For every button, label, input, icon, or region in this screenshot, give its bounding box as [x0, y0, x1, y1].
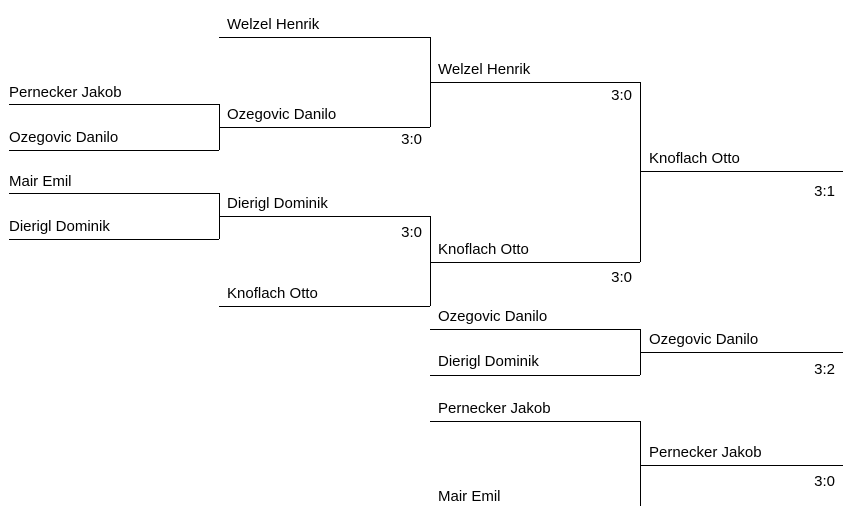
r2-player-2: Ozegovic Danilo [227, 106, 337, 123]
r2-line-4 [219, 306, 430, 307]
r1-player-4: Dierigl Dominik [9, 218, 110, 235]
sf-score-1: 3:0 [611, 87, 632, 104]
third-winner-line [640, 352, 843, 353]
r2-player-4: Knoflach Otto [227, 285, 318, 302]
third-player-2: Dierigl Dominik [438, 353, 539, 370]
r2-line-1 [219, 37, 430, 38]
r1-line-4 [9, 239, 219, 240]
fifth-line-1 [430, 421, 640, 422]
sf-connector [640, 82, 641, 262]
third-score: 3:2 [814, 361, 835, 378]
fifth-winner-line [640, 465, 843, 466]
fifth-winner: Pernecker Jakob [649, 444, 762, 461]
sf-player-1: Welzel Henrik [438, 61, 531, 78]
sf-line-1 [430, 82, 640, 83]
third-line-2 [430, 375, 640, 376]
r1-player-2: Ozegovic Danilo [9, 129, 119, 146]
final-line [640, 171, 843, 172]
r2-line-2 [219, 127, 430, 128]
fifth-score: 3:0 [814, 473, 835, 490]
fifth-connector [640, 421, 641, 506]
sf-player-2: Knoflach Otto [438, 241, 529, 258]
fifth-player-1: Pernecker Jakob [438, 400, 551, 417]
final-winner: Knoflach Otto [649, 150, 740, 167]
fifth-player-2: Mair Emil [438, 488, 501, 505]
r1-line-3 [9, 193, 219, 194]
sf-line-2 [430, 262, 640, 263]
r1-line-2 [9, 150, 219, 151]
r2-connector-2 [430, 216, 431, 306]
r2-player-3: Dierigl Dominik [227, 195, 328, 212]
r1-player-3: Mair Emil [9, 173, 72, 190]
r1-line-1 [9, 104, 219, 105]
third-player-1: Ozegovic Danilo [438, 308, 548, 325]
r2-line-3 [219, 216, 430, 217]
third-line-1 [430, 329, 640, 330]
r2-score-2: 3:0 [401, 224, 422, 241]
r1-player-1: Pernecker Jakob [9, 84, 122, 101]
r2-player-1: Welzel Henrik [227, 16, 320, 33]
sf-score-2: 3:0 [611, 269, 632, 286]
final-score: 3:1 [814, 183, 835, 200]
third-winner: Ozegovic Danilo [649, 331, 759, 348]
r2-score-1: 3:0 [401, 131, 422, 148]
